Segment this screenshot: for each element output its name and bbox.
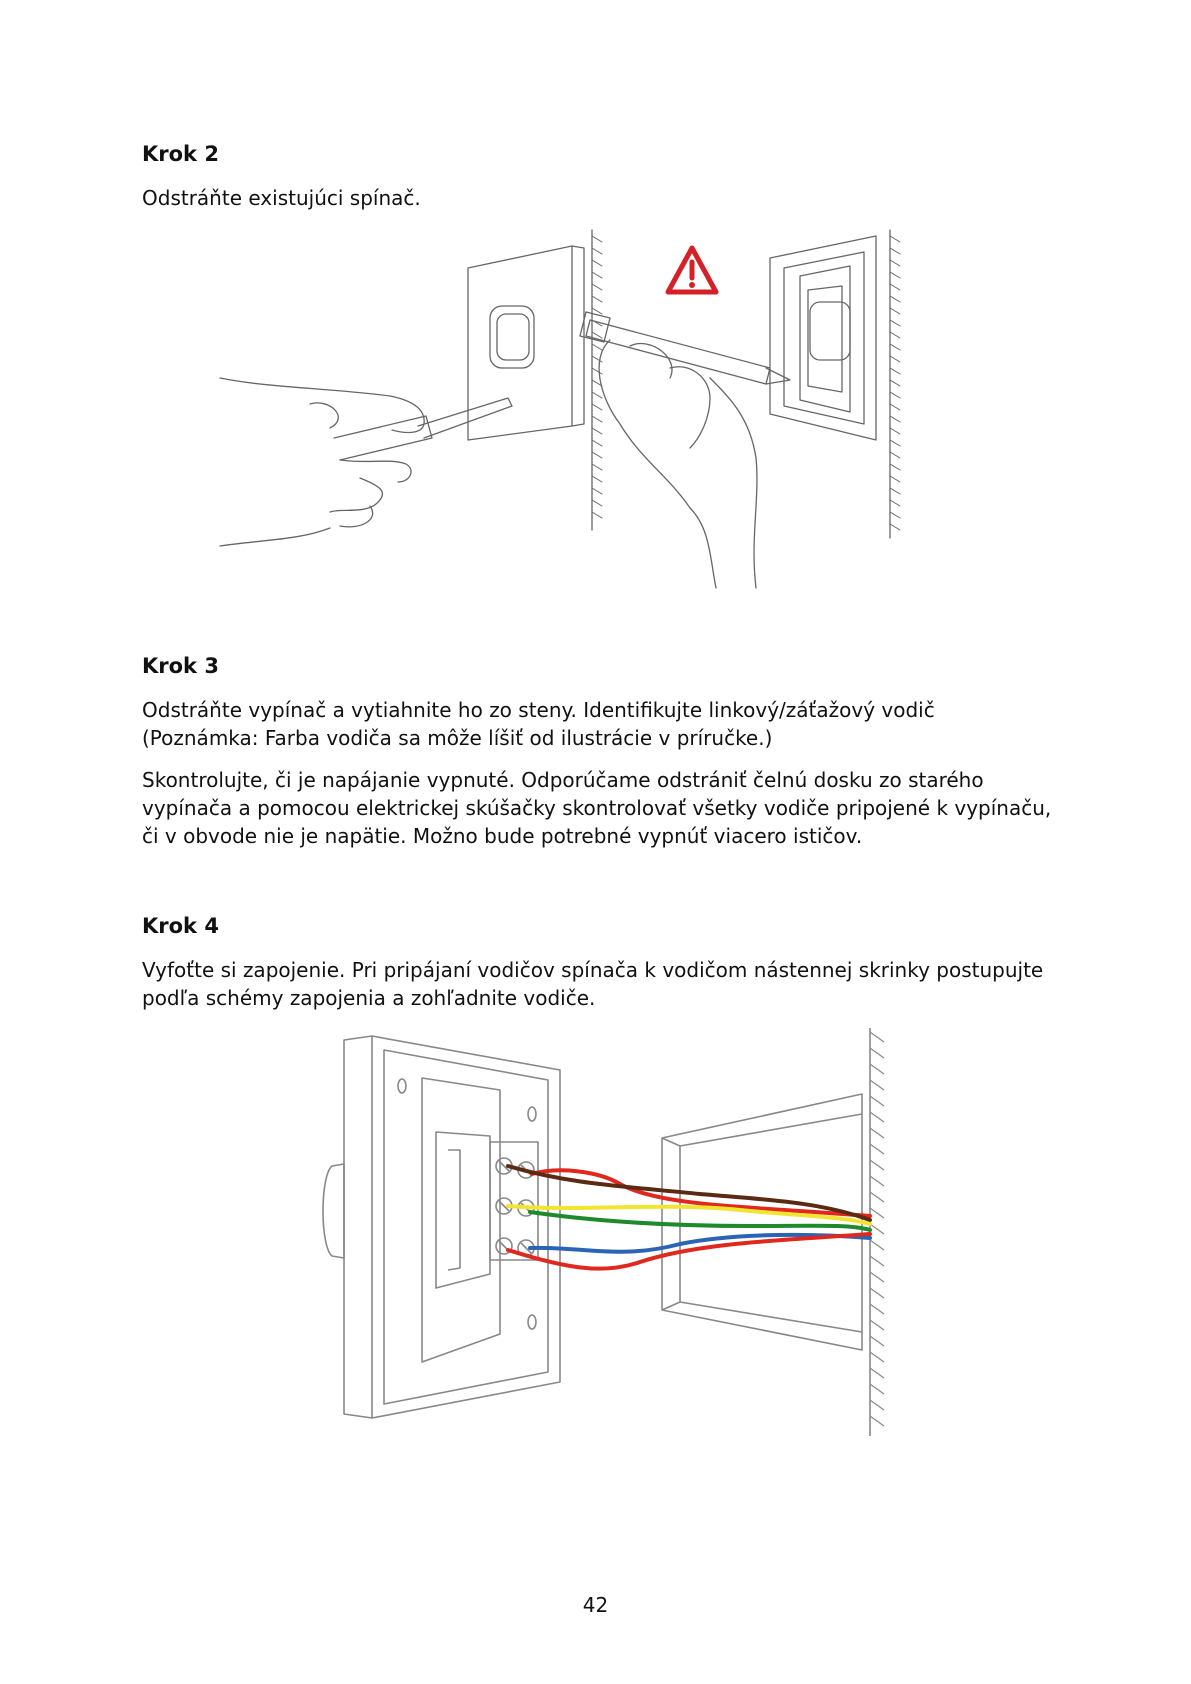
step-4-title: Krok 4 <box>142 914 219 938</box>
step-3-paragraph-2: Skontrolujte, či je napájanie vypnuté. Odporúčame odstrániť čelnú dosku zo starého vypínača a pomocou elektrickej skúšačky skontrolovať všetky vodiče pripojené k vypínaču, či v obvode nie je napätie. Možno bude potrebné vypnúť viacero ističov. <box>142 768 1052 848</box>
step-2-title: Krok 2 <box>142 142 219 166</box>
remove-switch-illustration <box>210 228 970 598</box>
warning-triangle-icon <box>668 248 716 292</box>
step-3-paragraph-1: Odstráňte vypínač a vytiahnite ho zo steny. Identifikujte linkový/záťažový vodič (Poznámka: Farba vodiča sa môže líšiť od ilustrácie v príručke.) <box>142 698 935 750</box>
step-4-text: Vyfoťte si zapojenie. Pri pripájaní vodičov spínača k vodičom nástennej skrinky postupujte podľa schémy zapojenia a zohľadnite vodiče. <box>142 958 1044 1010</box>
step-2-text: Odstráňte existujúci spínač. <box>142 186 421 210</box>
page-number: 42 <box>582 1593 609 1617</box>
wire-red-bottom <box>508 1234 870 1269</box>
step-3-title: Krok 3 <box>142 654 219 678</box>
wiring-illustration <box>320 1026 900 1438</box>
